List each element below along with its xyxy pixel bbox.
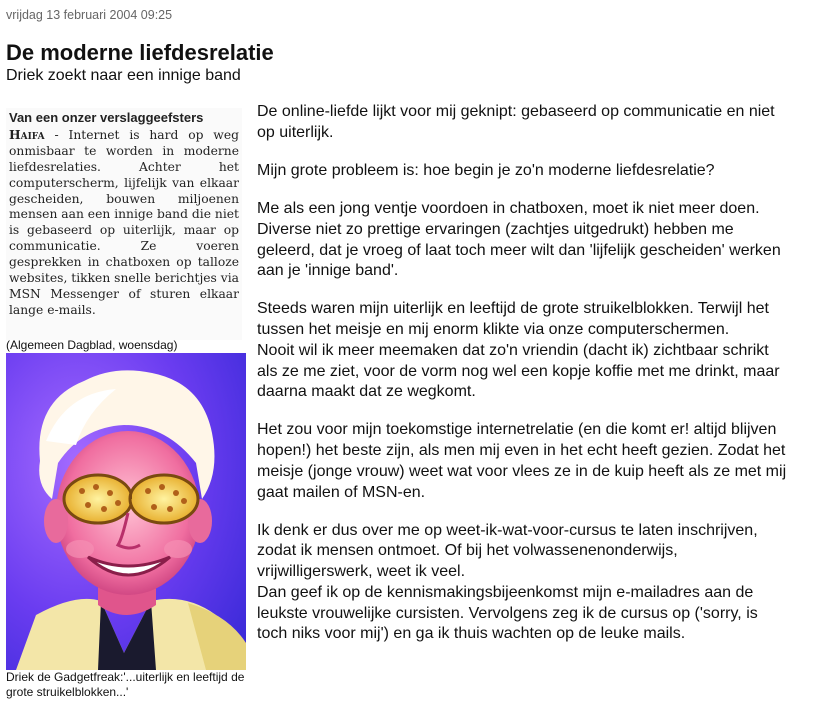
post-subtitle: Driek zoekt naar een innige band [6,67,241,84]
author-photo [6,353,246,670]
post-title: De moderne liefdesrelatie [6,40,274,65]
post-date: vrijdag 13 februari 2004 09:25 [6,8,173,22]
article-sentence: Ik denk er dus over me op weet-ik-wat-voor-cursus te laten inschrijven, zodat ik mensen ontmoet. Of bij het volwassenenonderwijs, vrijwilligerswerk, weet ik veel. [257,521,758,581]
article-paragraph [257,521,792,645]
article-paragraph [257,299,792,403]
clipping-heading: Van een onzer verslaggeefsters [9,110,204,125]
article-sentence: Nooit wil ik meer meemaken dat zo'n vriendin (dacht ik) zichtbaar schrikt als ze me ziet, voor de vorm nog wel een kopje koffie met me drinkt, maar daarna maakt dat ze wegkomt. [257,341,780,401]
article-paragraph: Mijn grote probleem is: hoe begin je zo'n moderne liefdesrelatie? [257,161,715,179]
clipping-body: - Internet is hard op weg onmisbaar te worden in moderne liefdesrelaties. Achter het computerscherm, lijfelijk van elkaar gescheiden, bouwen miljoenen mensen aan een innige band die niet is gebaseerd op uiterlijk, maar op communicatie. Ze voeren gesprekken in chatboxen op talloze websites, tikken snelle berichtjes via MSN Messenger of sturen elkaar lange e-mails. [9,127,239,317]
author-portrait-illustration [6,353,246,670]
clipping-city: Haifa [9,126,45,142]
clipping-caption: (Algemeen Dagblad, woensdag) [6,338,178,352]
article-paragraph: De online-liefde lijkt voor mij geknipt: gebaseerd op communicatie en niet op uiterlijk. [257,103,775,141]
article-sentence: Steeds waren mijn uiterlijk en leeftijd de grote struikelblokken. Terwijl het tussen het meisje en mij enorm klikte via onze computerschermen. [257,300,769,339]
article-sentence: Dan geef ik op de kennismakingsbijeenkomst mijn e-mailadres aan de leukste vrouwelijke cursisten. Vervolgens zeg ik de cursus op ('sorry, is toch niks voor mij') en ga ik thuis wachten op de leuke mails. [257,583,758,643]
article-paragraph: Het zou voor mijn toekomstige internetrelatie (en die komt er! altijd blijven hopen!) het beste zijn, als men mij even in het echt heeft gezien. Zodat het meisje (jonge vrouw) weet wat voor vlees ze in de kuip heeft als ze met mij gaat mailen of MSN-en. [257,421,787,501]
photo-caption: Driek de Gadgetfreak:'...uiterlijk en leeftijd de grote struikelblokken...' [6,670,245,699]
article-paragraph: Me als een jong ventje voordoen in chatboxen, moet ik niet meer doen. Diverse niet zo prettige ervaringen (zachtjes uitgedrukt) hebben me geleerd, dat je vroeg of laat toch meer wilt dan 'lijfelijk gescheiden' werken aan je 'innige band'. [257,200,781,280]
article-body [257,102,792,662]
newspaper-clipping [6,108,242,340]
